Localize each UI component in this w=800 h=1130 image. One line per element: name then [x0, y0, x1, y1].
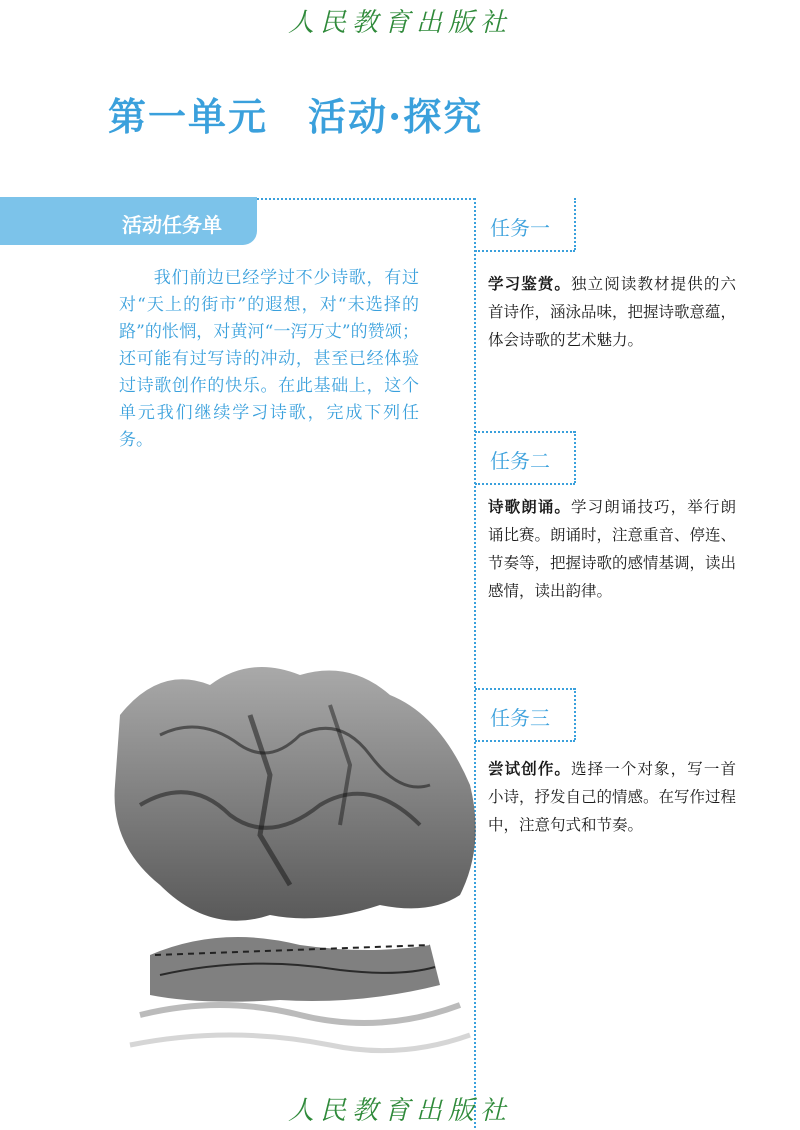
frame-top-line — [257, 198, 475, 200]
task-2-underline — [475, 483, 575, 485]
task-2-bracket — [574, 431, 576, 483]
task-3-body — [488, 755, 736, 839]
great-wall-mountain-illustration — [100, 655, 490, 1075]
task-3-lead: 尝试创作。 — [488, 759, 572, 778]
task-1-title: 任务一 — [490, 216, 550, 240]
intro-text: 我们前边已经学过不少诗歌，有过对“天上的街市”的遐想，对“未选择的路”的怅惘，对黄河“一泻万丈”的赞颂；还可能有过写诗的冲动，甚至已经体验过诗歌创作的快乐。在此基础上，这个单元我们继续学习诗歌，完成下列任务。 — [119, 268, 419, 450]
task-2-title: 任务二 — [490, 449, 550, 473]
page-title: 第一单元 活动·探究 — [108, 94, 484, 139]
publisher-logo-top: 人民教育出版社 — [287, 8, 512, 38]
intro-paragraph — [119, 265, 419, 454]
task-2-topline — [475, 431, 575, 433]
task-1-text: 独立阅读教材提供的六首诗作，涵泳品味，把握诗歌意蕴，体会诗歌的艺术魅力。 — [488, 275, 737, 349]
task-2-lead: 诗歌朗诵。 — [488, 497, 572, 516]
task-3-topline — [475, 688, 575, 690]
task-sheet-label: 活动任务单 — [122, 213, 222, 237]
publisher-logo-bottom: 人民教育出版社 — [287, 1096, 512, 1126]
task-1-lead: 学习鉴赏。 — [488, 274, 572, 293]
task-1-body — [488, 270, 736, 354]
task-3-underline — [475, 740, 575, 742]
task-2-body — [488, 493, 736, 605]
task-3-title: 任务三 — [490, 706, 550, 730]
task-2-text: 学习朗诵技巧，举行朗诵比赛。朗诵时，注意重音、停连、节奏等，把握诗歌的感情基调，读出感情，读出韵律。 — [488, 498, 737, 600]
task-3-bracket — [574, 688, 576, 740]
task-1-underline — [475, 250, 575, 252]
task-3-text: 选择一个对象，写一首小诗，抒发自己的情感。在写作过程中，注意句式和节奏。 — [488, 760, 737, 834]
task-1-bracket — [574, 198, 576, 250]
